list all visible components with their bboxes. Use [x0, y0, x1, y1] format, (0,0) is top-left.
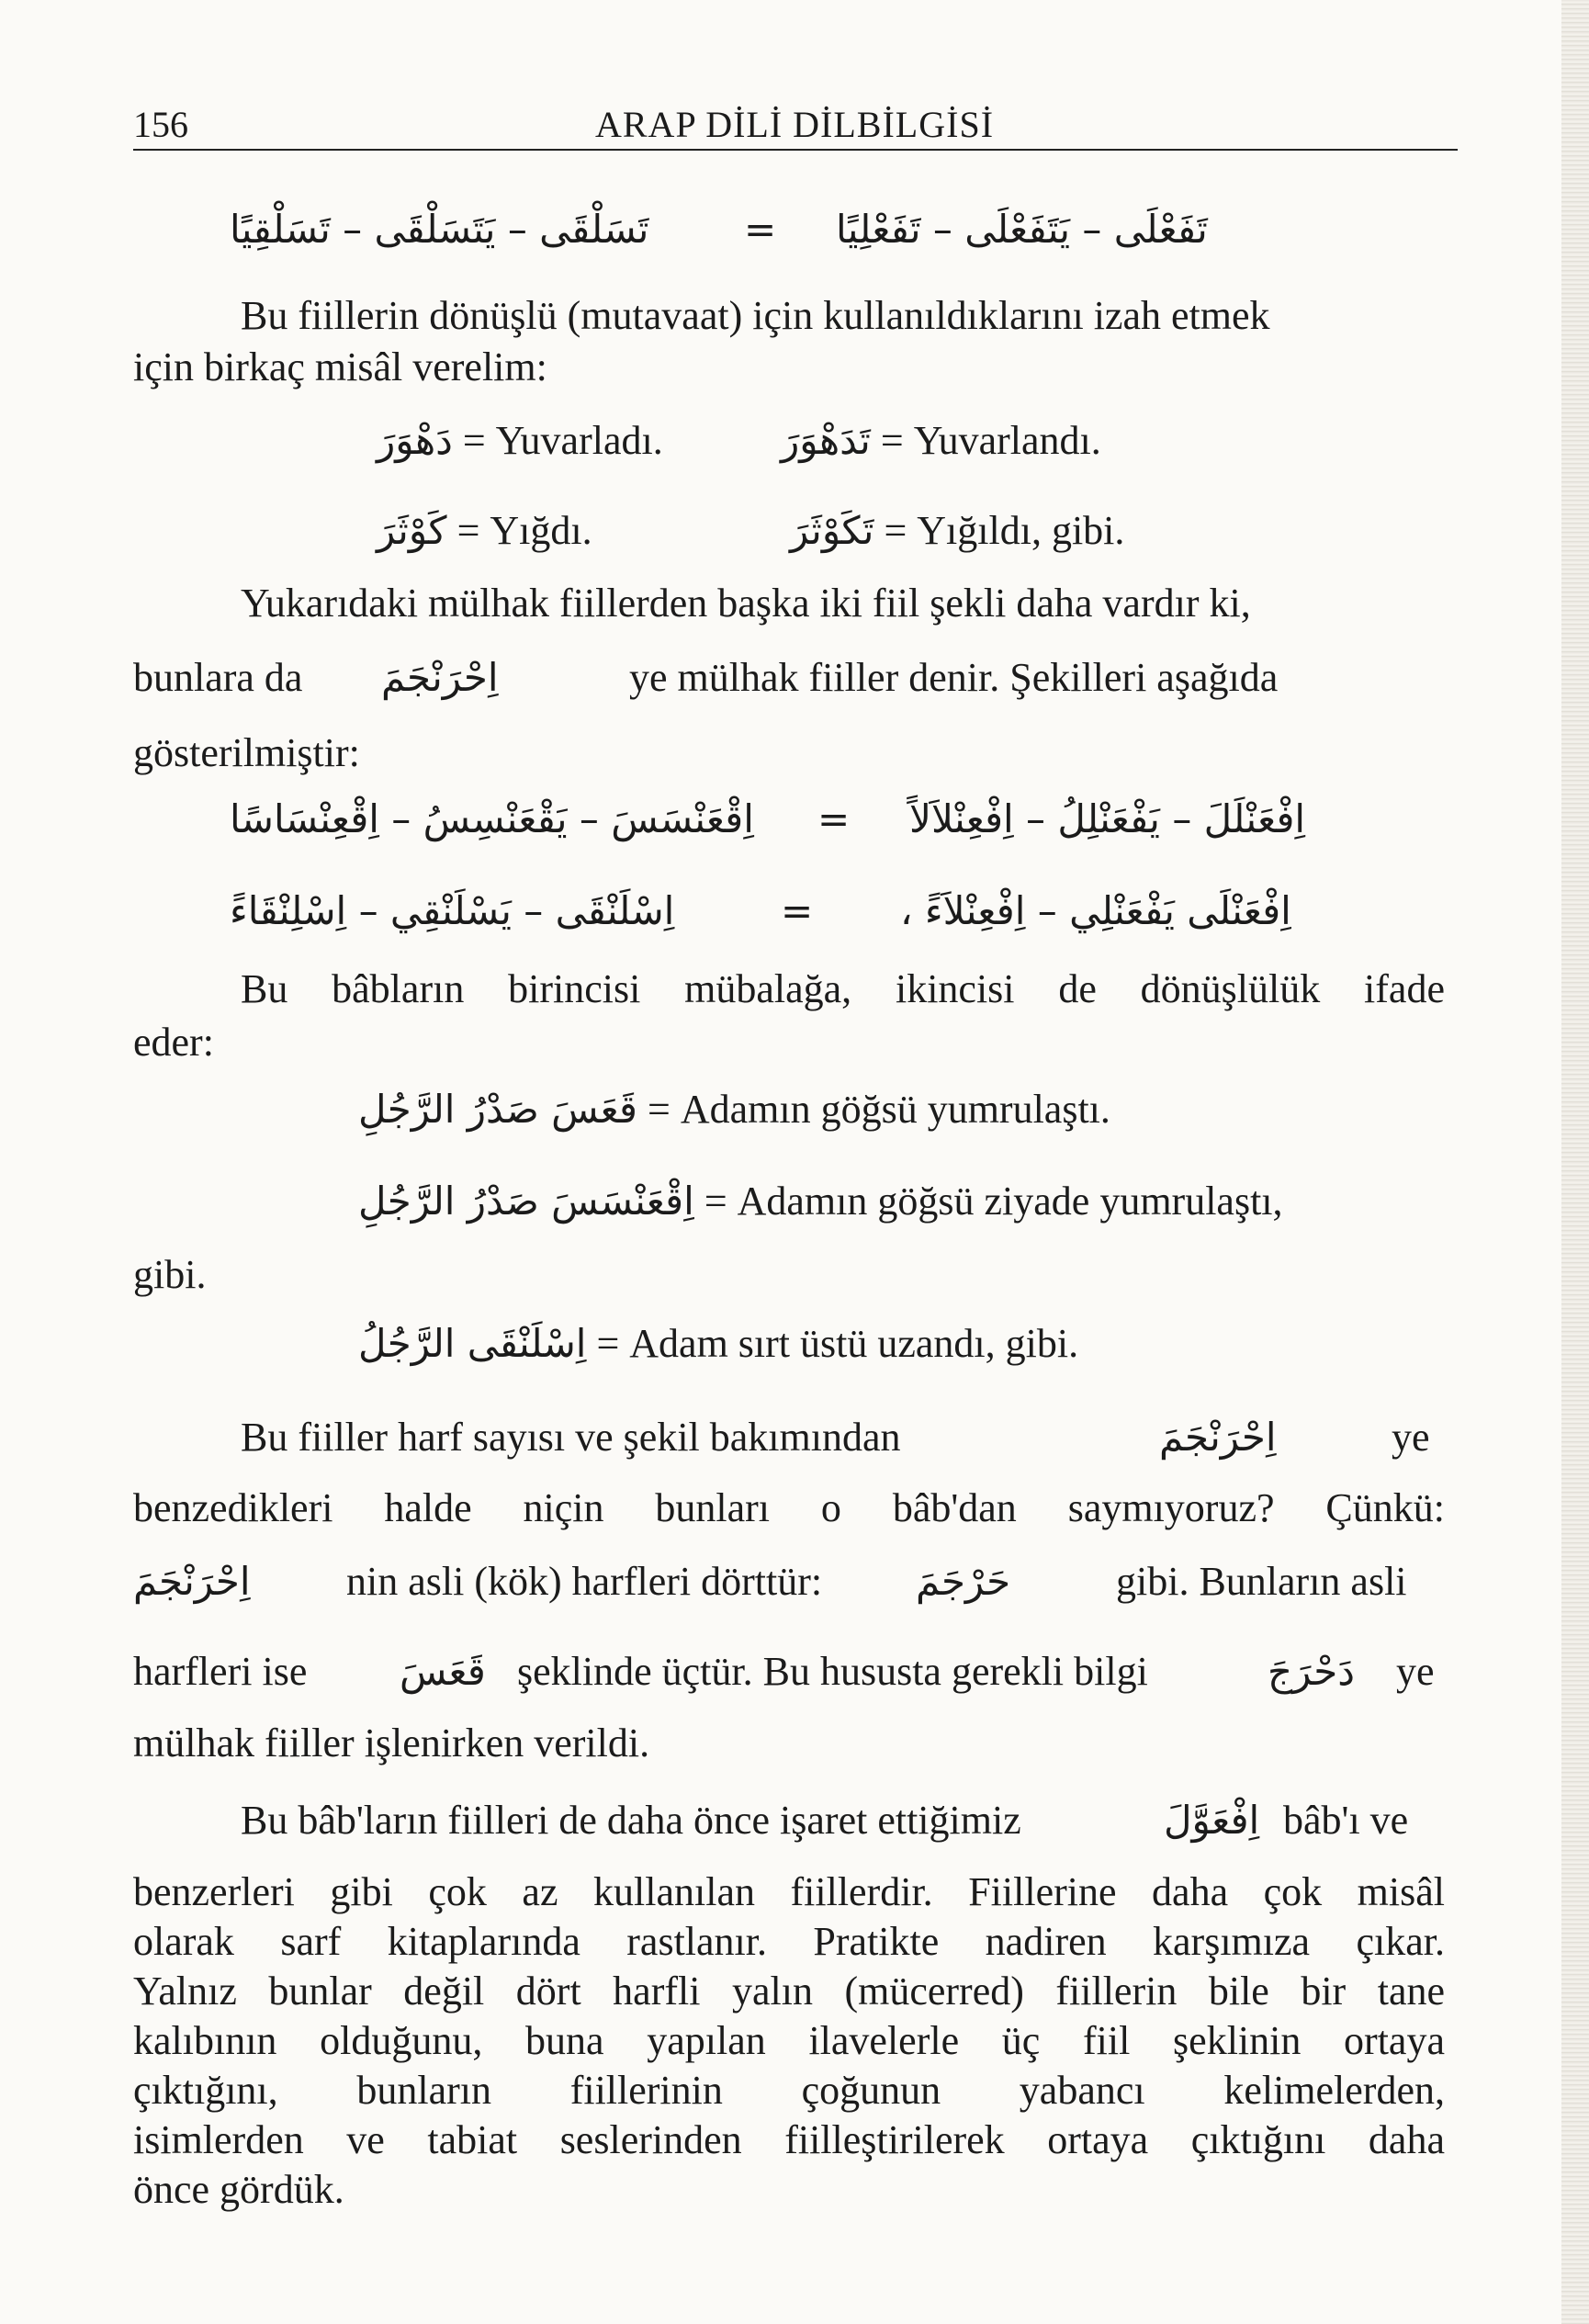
ex2-arabic-b: تَكَوْثَرَ	[790, 508, 874, 553]
p4-line-1-b: ye	[1392, 1415, 1430, 1460]
ex1-turkish-a: = Yuvarladı.	[462, 418, 663, 463]
example-2-a	[377, 503, 592, 558]
p5-line-7: isimlerden ve tabiat seslerinden fiilleştirilerek ortaya çıktığını daha	[133, 2117, 1445, 2162]
page-edge	[1561, 0, 1589, 2324]
p1-line-1: Bu fiillerin dönüşlü (mutavaat) için kullanıldıklarını izah etmek	[241, 293, 1270, 338]
p5-line-5: kalıbının olduğunu, buna yapılan ilavelerle üç fiil şeklinin ortaya	[133, 2018, 1445, 2063]
ex2-turkish-b: = Yığıldı, gibi.	[884, 508, 1125, 553]
p4-arabic-3: حَرْجَمَ	[916, 1559, 1011, 1604]
p4-line-4-c: ye	[1396, 1649, 1435, 1694]
p3-line-2: eder:	[133, 1020, 214, 1065]
example-5	[358, 1316, 1078, 1371]
p5-arabic: اِفْعَوَّلَ	[1164, 1798, 1260, 1843]
ex1-arabic-b: تَدَهْوَرَ	[781, 418, 871, 463]
p4-line-1-a: Bu fiiller harf sayısı ve şekil bakımından	[241, 1415, 901, 1460]
header-rule	[133, 149, 1458, 151]
p2-line-2-b: ye mülhak fiiller denir. Şekilleri aşağıda	[629, 655, 1279, 700]
p2-arabic: اِحْرَنْجَمَ	[381, 655, 499, 700]
example-4	[358, 1174, 1283, 1229]
ex1-arabic-a: دَهْوَرَ	[377, 418, 453, 463]
p4-line-4-a: harfleri ise	[133, 1649, 308, 1694]
eq3-right: اِسْلَنْقَى – يَسْلَنْقِي – اِسْلِنْقَاءً	[230, 888, 675, 933]
ex4-arabic: اِقْعَنْسَسَ صَدْرُ الرَّجُلِ	[358, 1179, 694, 1224]
eq1-sign: =	[744, 207, 777, 252]
example-1-b	[781, 413, 1101, 468]
example-3	[358, 1082, 1110, 1137]
eq3-sign: =	[781, 888, 814, 933]
p4-line-3-a: nin asli (kök) harfleri dörttür:	[346, 1559, 823, 1604]
eq2-left: اِفْعَنْلَلَ – يَفْعَنْلِلُ – اِفْعِنْلاَلاً	[909, 796, 1306, 841]
p5-line-1-a: Bu bâb'ların fiilleri de daha önce işaret ettiğimiz	[241, 1798, 1021, 1843]
p4-arabic-5: دَحْرَجَ	[1268, 1649, 1355, 1694]
eq3-left: اِفْعَنْلَى يَفْعَنْلِي – اِفْعِنْلاَءً ،	[900, 888, 1291, 933]
ex3-turkish: = Adamın göğsü yumrulaştı.	[648, 1087, 1110, 1132]
p1-line-2: için birkaç misâl verelim:	[133, 344, 547, 389]
page-number: 156	[133, 104, 188, 145]
ex2-turkish-a: = Yığdı.	[456, 508, 592, 553]
p4-arabic-2: اِحْرَنْجَمَ	[133, 1559, 251, 1604]
p5-line-2: benzerleri gibi çok az kullanılan fiillerdir. Fiillerine daha çok misâl	[133, 1869, 1445, 1914]
p2-line-1: Yukarıdaki mülhak fiillerden başka iki fiil şekli daha vardır ki,	[241, 581, 1251, 626]
p5-line-6: çıktığını, bunların fiillerinin çoğunun yabancı kelimelerden,	[133, 2068, 1445, 2113]
p2-line-2-a: bunlara da	[133, 655, 303, 700]
eq2-right: اِقْعَنْسَسَ – يَقْعَنْسِسُ – اِقْعِنْسَاسًا	[230, 796, 754, 841]
ex5-turkish: = Adam sırt üstü uzandı, gibi.	[596, 1321, 1079, 1366]
eq1-right: تَسَلْقَى – يَتَسَلْقَى – تَسَلْقِيًا	[230, 207, 649, 252]
eq2-sign: =	[817, 796, 851, 841]
p5-line-3: olarak sarf kitaplarında rastlanır. Pratikte nadiren karşımıza çıkar.	[133, 1919, 1445, 1964]
ex2-arabic-a: كَوْثَرَ	[377, 508, 447, 553]
eq1-left: تَفَعْلَى – يَتَفَعْلَى – تَفَعْلِيًا	[836, 207, 1208, 252]
p5-line-8: önce gördük.	[133, 2167, 344, 2212]
example-2-b	[790, 503, 1124, 558]
running-title: ARAP DİLİ DİLBİLGİSİ	[594, 104, 995, 145]
p3-line-1: Bu bâbların birincisi mübalağa, ikincisi de dönüşlülük ifade	[241, 966, 1445, 1011]
p5-line-4: Yalnız bunlar değil dört harfli yalın (mücerred) fiillerin bile bir tane	[133, 1969, 1445, 2014]
ex4-turkish: = Adamın göğsü ziyade yumrulaştı,	[704, 1179, 1283, 1224]
p5-line-1-b: bâb'ı ve	[1283, 1798, 1409, 1843]
p4-line-5: mülhak fiiller işlenirken verildi.	[133, 1720, 650, 1766]
example-1-a	[377, 413, 663, 468]
ex4-gibi: gibi.	[133, 1252, 207, 1297]
p4-arabic-4: قَعَسَ	[400, 1649, 486, 1694]
ex5-arabic: اِسْلَنْقَى الرَّجُلُ	[358, 1321, 587, 1366]
p2-line-3: gösterilmiştir:	[133, 730, 360, 775]
p4-line-2: benzedikleri halde niçin bunları o bâb'dan saymıyoruz? Çünkü:	[133, 1485, 1445, 1530]
p4-line-4-b: şeklinde üçtür. Bu hususta gerekli bilgi	[517, 1649, 1148, 1694]
p4-arabic-1: اِحْرَنْجَمَ	[1159, 1415, 1277, 1460]
ex3-arabic: قَعَسَ صَدْرُ الرَّجُلِ	[358, 1087, 637, 1132]
ex1-turkish-b: = Yuvarlandı.	[880, 418, 1101, 463]
p4-line-3-b: gibi. Bunların asli	[1116, 1559, 1407, 1604]
